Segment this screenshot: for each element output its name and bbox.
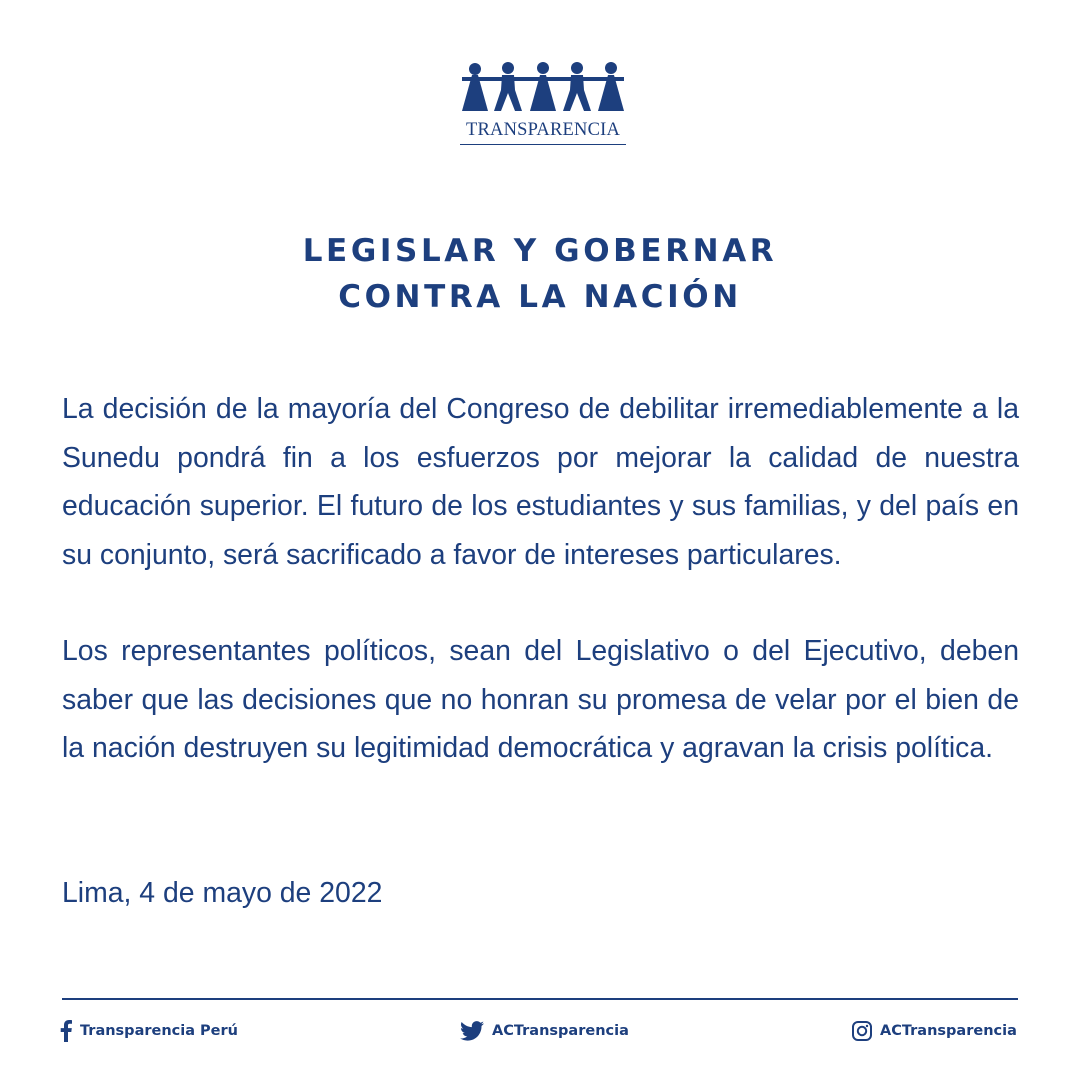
- logo-wordmark: TRANSPARENCIA: [465, 120, 621, 140]
- five-figures-logo-icon: [458, 60, 628, 118]
- twitter-handle: ACTransparencia: [492, 1023, 629, 1039]
- facebook-icon: [60, 1020, 72, 1042]
- title-line-2: CONTRA LA NACIÓN: [338, 279, 742, 315]
- statement-date: Lima, 4 de mayo de 2022: [62, 877, 383, 909]
- instagram-link[interactable]: [852, 1018, 1017, 1044]
- logo-underline: [460, 144, 626, 145]
- twitter-icon: [460, 1021, 484, 1041]
- footer-divider: [62, 998, 1018, 1000]
- transparencia-logo: [458, 60, 628, 150]
- title-line-1: LEGISLAR Y GOBERNAR: [302, 233, 778, 269]
- statement-paragraph-1: La decisión de la mayoría del Congreso de debilitar irremediablemente a la Sunedu pondrá fin a los esfuerzos por mejorar la calidad de nuestra educación superior. El futuro de los estudiantes y sus familias, y del país en su conjunto, será sacrificado a favor de intereses particulares.: [62, 393, 1019, 571]
- instagram-icon: [852, 1021, 872, 1041]
- instagram-handle: ACTransparencia: [880, 1023, 1017, 1039]
- statement-paragraph-2: Los representantes políticos, sean del Legislativo o del Ejecutivo, deben saber que las decisiones que no honran su promesa de velar por el bien de la nación destruyen su legitimidad democrática y agravan la crisis política.: [62, 635, 1019, 764]
- page-title: [0, 228, 1080, 320]
- facebook-handle: Transparencia Perú: [80, 1023, 238, 1039]
- facebook-link[interactable]: [60, 1018, 238, 1044]
- twitter-link[interactable]: [460, 1018, 629, 1044]
